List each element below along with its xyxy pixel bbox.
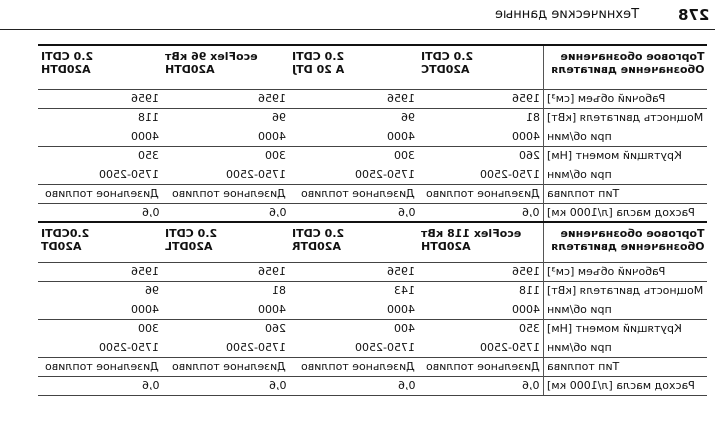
column-header — [162, 222, 289, 262]
cell-value: 300 — [265, 149, 286, 163]
column-header-line: A20DTH — [421, 240, 471, 253]
row-label — [543, 376, 707, 395]
column-header-line: A20DTC — [421, 63, 470, 76]
table-cell — [418, 338, 543, 357]
row-label — [543, 165, 707, 184]
row-label — [543, 357, 707, 376]
cell-value: 4000 — [258, 129, 286, 143]
table-cell — [38, 300, 162, 319]
table-cell — [289, 262, 418, 281]
cell-value: Дизельное топливо — [45, 360, 159, 373]
table-cell — [418, 319, 543, 338]
table-row — [38, 184, 707, 203]
cell-value: Дизельное топливо — [301, 187, 415, 200]
column-header-line: 2.0 CDTI — [421, 50, 474, 63]
table-cell — [38, 319, 162, 338]
page-title: Технические данные — [495, 7, 640, 22]
table-cell — [289, 89, 418, 108]
column-header — [38, 45, 162, 89]
row-label — [543, 300, 707, 319]
cell-value: 1750-2500 — [99, 340, 159, 354]
table-cell — [162, 165, 289, 184]
cell-value: 1956 — [258, 265, 286, 278]
table-cell — [289, 127, 418, 146]
cell-value: 96 — [401, 111, 415, 125]
specs-table-2 — [38, 221, 707, 396]
cell-value: 143 — [394, 284, 415, 298]
cell-value: 1956 — [387, 92, 415, 105]
page-header — [0, 0, 715, 32]
table-row — [38, 127, 707, 146]
table-cell — [418, 127, 543, 146]
cell-value: 81 — [272, 284, 286, 298]
row-label — [543, 127, 707, 146]
row-label-text: Мощность двигателя [кВт] — [546, 284, 703, 298]
column-header — [418, 222, 543, 262]
row-label-text: Рабочий объем [см³] — [546, 265, 665, 278]
table-row — [38, 165, 707, 184]
header-rule — [0, 29, 715, 30]
table-cell — [38, 108, 162, 127]
table-cell — [418, 108, 543, 127]
table-cell — [162, 108, 289, 127]
table-cell — [418, 184, 543, 203]
cell-value: 1750-2500 — [479, 167, 540, 181]
row-header-label — [543, 45, 707, 89]
row-label — [543, 203, 707, 222]
cell-value: 1750-2500 — [355, 167, 415, 181]
row-label-text: при об/мин — [546, 302, 612, 316]
column-header-line: 2.0 CDTI — [292, 227, 345, 240]
column-header-line: 2.0 CDTI — [165, 227, 218, 240]
column-header — [289, 45, 418, 89]
cell-value: 0,6 — [141, 206, 159, 219]
column-header-line: A20DTH — [165, 63, 215, 76]
cell-value: 118 — [518, 284, 540, 298]
cell-value: 118 — [138, 111, 159, 125]
page-number: 278 — [678, 6, 710, 24]
cell-value: 1750-2500 — [226, 167, 286, 181]
cell-value: 260 — [265, 322, 286, 336]
row-label — [543, 338, 707, 357]
row-label-text: Тип топлива — [546, 360, 619, 373]
table-cell — [418, 165, 543, 184]
table-cell — [289, 184, 418, 203]
table-cell — [162, 338, 289, 357]
table-cell — [289, 203, 418, 222]
cell-value: 1956 — [511, 265, 540, 278]
cell-value: 1956 — [258, 92, 286, 105]
cell-value: 4000 — [511, 302, 540, 316]
table-cell — [162, 376, 289, 395]
cell-value: Дизельное топливо — [425, 187, 540, 200]
table-cell — [418, 203, 543, 222]
row-label-text: Тип топлива — [546, 187, 619, 200]
row-label-text: Расход масла [л/1000 км] — [546, 206, 695, 219]
cell-value: 1750-2500 — [355, 340, 415, 354]
cell-value: 1750-2500 — [479, 340, 540, 354]
table-cell — [38, 376, 162, 395]
cell-value: 1956 — [131, 92, 159, 105]
table-cell — [289, 108, 418, 127]
table-cell — [38, 357, 162, 376]
row-label-text: при об/мин — [546, 129, 612, 143]
cell-value: Дизельное топливо — [172, 360, 286, 373]
table-cell — [38, 203, 162, 222]
engine-label: Обозначение двигателя — [550, 63, 704, 76]
trade-label: Торговое обозначение — [559, 50, 704, 63]
table-cell — [162, 281, 289, 300]
table-cell — [162, 184, 289, 203]
table-cell — [38, 338, 162, 357]
table-cell — [38, 89, 162, 108]
table-cell — [38, 127, 162, 146]
cell-value: 1956 — [387, 265, 415, 278]
cell-value: 1956 — [131, 265, 159, 278]
column-header — [418, 45, 543, 89]
row-header-label — [543, 222, 707, 262]
table-row — [38, 108, 707, 127]
table-cell — [418, 146, 543, 165]
table-cell — [162, 203, 289, 222]
table-cell — [162, 262, 289, 281]
cell-value: 81 — [525, 111, 540, 125]
row-label — [543, 89, 707, 108]
cell-value: 350 — [518, 322, 540, 336]
column-header-line: A20DTR — [292, 240, 341, 253]
cell-value: 0,6 — [397, 206, 415, 219]
table-cell — [418, 89, 543, 108]
table-cell — [289, 146, 418, 165]
row-label-text: при об/мин — [546, 167, 612, 181]
column-header-line: A20DTH — [41, 63, 91, 76]
table-cell — [289, 281, 418, 300]
table-header-row — [38, 45, 707, 89]
table-cell — [162, 319, 289, 338]
specs-table-1 — [38, 44, 707, 223]
table-row — [38, 281, 707, 300]
table-cell — [289, 319, 418, 338]
cell-value: 350 — [138, 149, 159, 163]
table-cell — [289, 165, 418, 184]
cell-value: 300 — [138, 322, 159, 336]
cell-value: 0,6 — [522, 379, 540, 392]
table-row — [38, 203, 707, 222]
cell-value: 4000 — [258, 302, 286, 316]
table-cell — [38, 165, 162, 184]
column-header-line: 2.0CDTI — [41, 227, 90, 240]
cell-value: 0,6 — [268, 379, 286, 392]
row-label — [543, 184, 707, 203]
row-label — [543, 146, 707, 165]
cell-value: 4000 — [511, 129, 540, 143]
table-row — [38, 262, 707, 281]
table-cell — [38, 184, 162, 203]
cell-value: 260 — [518, 149, 540, 163]
table-cell — [418, 281, 543, 300]
row-label — [543, 108, 707, 127]
table-row — [38, 376, 707, 395]
cell-value: 4000 — [131, 129, 159, 143]
row-label-text: Расход масла [л/1000 км] — [546, 379, 695, 392]
column-header-line: ecoFlex 96 кВт — [165, 50, 258, 63]
cell-value: 1750-2500 — [226, 340, 286, 354]
column-header-line: ecoFlex 118 кВт — [421, 227, 522, 240]
row-label — [543, 281, 707, 300]
table-cell — [418, 300, 543, 319]
column-header — [162, 45, 289, 89]
row-label — [543, 262, 707, 281]
cell-value: 1956 — [511, 92, 540, 105]
row-label-text: Рабочий объем [см³] — [546, 92, 665, 105]
column-header — [289, 222, 418, 262]
table-cell — [162, 127, 289, 146]
table-cell — [418, 357, 543, 376]
column-header — [38, 222, 162, 262]
column-header-line: A20DT — [41, 240, 82, 253]
table-cell — [38, 146, 162, 165]
table-cell — [289, 357, 418, 376]
table-cell — [38, 262, 162, 281]
cell-value: 0,6 — [141, 379, 159, 392]
cell-value: 0,6 — [522, 206, 540, 219]
cell-value: 0,6 — [397, 379, 415, 392]
table-row — [38, 89, 707, 108]
table-cell — [162, 300, 289, 319]
row-label-text: при об/мин — [546, 340, 612, 354]
table-cell — [289, 338, 418, 357]
table-row — [38, 357, 707, 376]
table-cell — [289, 300, 418, 319]
cell-value: 400 — [394, 322, 415, 336]
cell-value: Дизельное топливо — [45, 187, 159, 200]
table-cell — [162, 357, 289, 376]
table-row — [38, 319, 707, 338]
table-cell — [38, 281, 162, 300]
table-cell — [418, 376, 543, 395]
cell-value: 96 — [272, 111, 286, 125]
cell-value: 4000 — [131, 302, 159, 316]
engine-label: Обозначение двигателя — [550, 240, 704, 253]
table-cell — [418, 262, 543, 281]
cell-value: 4000 — [387, 302, 415, 316]
row-label — [543, 319, 707, 338]
column-header-line: A20DTL — [165, 240, 213, 253]
table-cell — [162, 89, 289, 108]
column-header-line: 2.0 CDTI — [292, 50, 345, 63]
row-label-text: Мощность двигателя [кВт] — [546, 111, 703, 125]
cell-value: 96 — [145, 284, 159, 298]
cell-value: Дизельное топливо — [172, 187, 286, 200]
row-label-text: Крутящий момент [Нм] — [546, 149, 682, 163]
table-row — [38, 300, 707, 319]
cell-value: 300 — [394, 149, 415, 163]
table-cell — [162, 146, 289, 165]
cell-value: 0,6 — [268, 206, 286, 219]
table-cell — [289, 376, 418, 395]
trade-label: Торговое обозначение — [559, 227, 704, 240]
column-header-line: 2.0 CDTI — [41, 50, 94, 63]
cell-value: Дизельное топливо — [425, 360, 540, 373]
cell-value: 4000 — [387, 129, 415, 143]
table-header-row — [38, 222, 707, 262]
column-header-line: A 20 DTJ — [292, 63, 345, 76]
cell-value: 1750-2500 — [99, 167, 159, 181]
row-label-text: Крутящий момент [Нм] — [546, 322, 682, 336]
table-row — [38, 146, 707, 165]
cell-value: Дизельное топливо — [301, 360, 415, 373]
table-row — [38, 338, 707, 357]
